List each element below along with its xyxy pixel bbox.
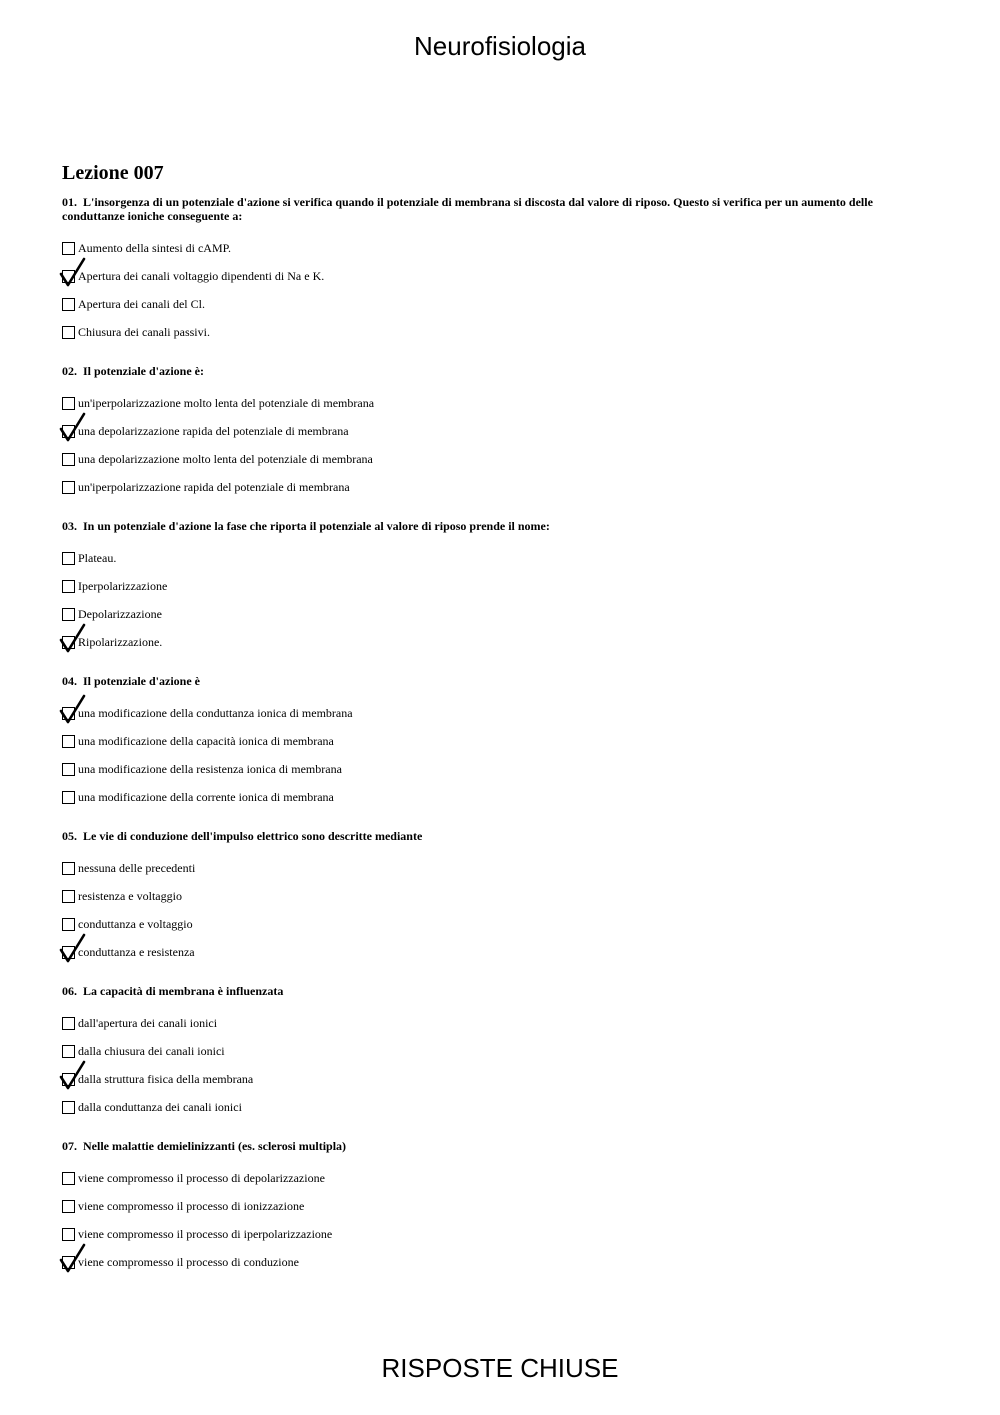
question-number: 05. [62,829,77,843]
question-prompt: In un potenziale d'azione la fase che riporta il potenziale al valore di riposo prende il nome: [83,519,550,533]
answer-label: una depolarizzazione molto lenta del potenziale di membrana [78,452,373,466]
answer-label: una modificazione della capacità ionica di membrana [78,734,334,748]
answer-label: una depolarizzazione rapida del potenziale di membrana [78,424,349,438]
question-7 [62,1139,937,1276]
checkbox[interactable] [62,326,75,339]
answer-option [62,783,937,811]
checkbox-checked[interactable] [62,707,75,720]
question-1 [62,195,937,346]
checkbox[interactable] [62,481,75,494]
answer-option [62,755,937,783]
checkbox[interactable] [62,453,75,466]
answer-label: dall'apertura dei canali ionici [78,1016,218,1030]
checkbox-checked[interactable] [62,946,75,959]
checkbox[interactable] [62,791,75,804]
checkmark-icon [60,1060,86,1090]
question-text [62,829,937,843]
answer-label: un'iperpolarizzazione rapida del potenziale di membrana [78,480,350,494]
checkmark-icon [60,412,86,442]
question-text [62,195,937,223]
answer-option [62,1248,937,1276]
answer-option [62,389,937,417]
answer-label: dalla struttura fisica della membrana [78,1072,254,1086]
answer-option [62,234,937,262]
question-prompt: Le vie di conduzione dell'impulso elettrico sono descritte mediante [83,829,423,843]
checkbox[interactable] [62,1045,75,1058]
checkbox[interactable] [62,552,75,565]
checkbox[interactable] [62,735,75,748]
question-number: 02. [62,364,77,378]
answer-option [62,1164,937,1192]
answer-option [62,628,937,656]
question-4 [62,674,937,811]
answer-option [62,1093,937,1121]
quiz-content [62,161,937,1294]
answer-option [62,854,937,882]
checkbox-checked[interactable] [62,1256,75,1269]
answer-option [62,1037,937,1065]
answer-label: una modificazione della conduttanza ionica di membrana [78,706,353,720]
answer-option [62,882,937,910]
checkbox[interactable] [62,763,75,776]
checkbox[interactable] [62,1101,75,1114]
question-prompt: Il potenziale d'azione è [83,674,200,688]
page-footer-text: RISPOSTE CHIUSE [381,1353,619,1383]
checkbox[interactable] [62,608,75,621]
answer-label: viene compromesso il processo di depolarizzazione [78,1171,325,1185]
answer-option [62,600,937,628]
question-6 [62,984,937,1121]
answer-label: Chiusura dei canali passivi. [78,325,210,339]
checkbox[interactable] [62,1172,75,1185]
checkbox[interactable] [62,1200,75,1213]
answer-label: viene compromesso il processo di ionizzazione [78,1199,305,1213]
question-list [62,195,937,1276]
question-text [62,1139,937,1153]
answer-label: conduttanza e voltaggio [78,917,193,931]
question-prompt: La capacità di membrana è influenzata [83,984,284,998]
answer-label: resistenza e voltaggio [78,889,182,903]
checkbox[interactable] [62,298,75,311]
answer-option [62,1065,937,1093]
answer-option [62,262,937,290]
answer-option [62,445,937,473]
checkbox[interactable] [62,397,75,410]
checkmark-icon [60,1243,86,1273]
checkbox[interactable] [62,580,75,593]
answer-label: nessuna delle precedenti [78,861,196,875]
question-prompt: Il potenziale d'azione è: [83,364,204,378]
checkmark-icon [60,257,86,287]
answer-label: una modificazione della corrente ionica di membrana [78,790,334,804]
checkbox[interactable] [62,242,75,255]
checkbox-checked[interactable] [62,270,75,283]
checkmark-icon [60,933,86,963]
checkbox-checked[interactable] [62,1073,75,1086]
page-header-title: Neurofisiologia [414,31,586,61]
lesson-title: Lezione 007 [62,162,164,184]
answer-option [62,1192,937,1220]
answer-label: Depolarizzazione [78,607,162,621]
answer-option [62,572,937,600]
answer-option [62,727,937,755]
question-number: 06. [62,984,77,998]
checkbox[interactable] [62,1017,75,1030]
question-text [62,674,937,688]
answer-option [62,1009,937,1037]
answer-label: dalla chiusura dei canali ionici [78,1044,225,1058]
answer-label: Aumento della sintesi di cAMP. [78,241,231,255]
checkbox-checked[interactable] [62,425,75,438]
question-prompt: Nelle malattie demielinizzanti (es. sclerosi multipla) [83,1139,347,1153]
answer-option [62,699,937,727]
question-3 [62,519,937,656]
answer-option [62,318,937,346]
answer-label: dalla conduttanza dei canali ionici [78,1100,242,1114]
answer-option [62,1220,937,1248]
checkmark-icon [60,623,86,653]
question-text [62,364,937,378]
answer-label: un'iperpolarizzazione molto lenta del potenziale di membrana [78,396,375,410]
answer-label: Iperpolarizzazione [78,579,168,593]
question-prompt: L'insorgenza di un potenziale d'azione si verifica quando il potenziale di membrana si discosta dal valore di riposo. Questo si verifica per un aumento delle conduttanze ioniche conseguente a: [62,195,873,223]
question-text [62,984,937,998]
answer-option [62,544,937,572]
answer-label: Plateau. [78,551,117,565]
answer-label: conduttanza e resistenza [78,945,195,959]
question-number: 03. [62,519,77,533]
question-number: 07. [62,1139,77,1153]
checkbox[interactable] [62,918,75,931]
answer-option [62,910,937,938]
question-5 [62,829,937,966]
question-2 [62,364,937,501]
answer-option [62,290,937,318]
checkbox[interactable] [62,1228,75,1241]
answer-label: Apertura dei canali voltaggio dipendenti di Na e K. [78,269,325,283]
question-text [62,519,937,533]
checkbox[interactable] [62,862,75,875]
question-number: 01. [62,195,77,209]
answer-label: una modificazione della resistenza ionica di membrana [78,762,342,776]
answer-label: Apertura dei canali del Cl. [78,297,205,311]
checkmark-icon [60,694,86,724]
question-number: 04. [62,674,77,688]
answer-option [62,938,937,966]
answer-label: viene compromesso il processo di iperpolarizzazione [78,1227,333,1241]
answer-option [62,417,937,445]
answer-label: viene compromesso il processo di conduzione [78,1255,299,1269]
answer-label: Ripolarizzazione. [78,635,163,649]
answer-option [62,473,937,501]
checkbox[interactable] [62,890,75,903]
checkbox-checked[interactable] [62,636,75,649]
